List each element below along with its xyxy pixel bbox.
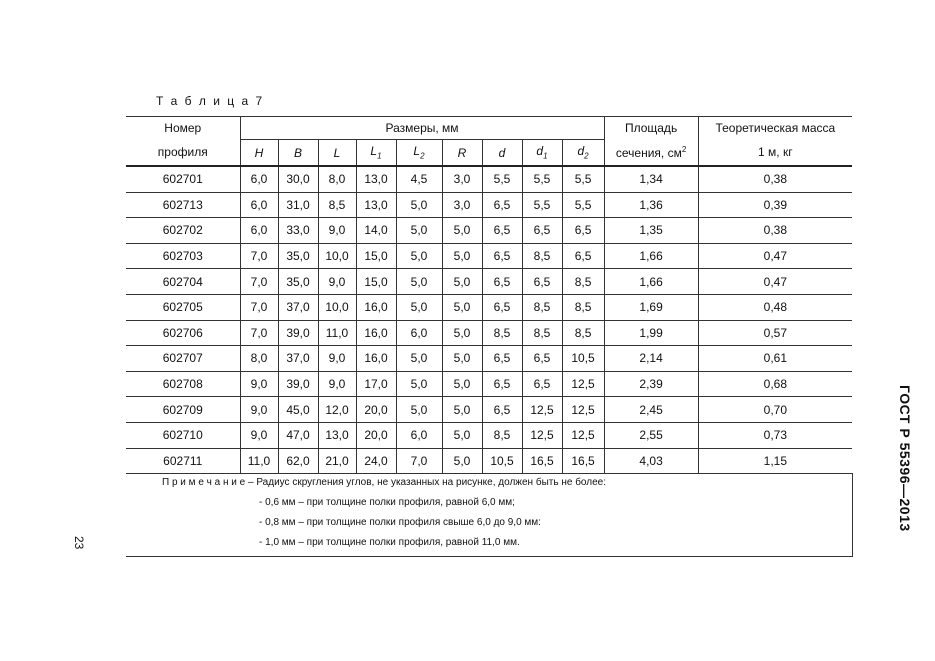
table-cell: 8,5 (522, 243, 562, 269)
table-cell: 6,5 (482, 269, 522, 295)
table-cell: 1,66 (604, 243, 698, 269)
table-cell: 9,0 (240, 371, 278, 397)
table-cell: 5,0 (442, 320, 482, 346)
profile-number-cell: 602713 (126, 192, 240, 218)
table-cell: 10,5 (482, 448, 522, 474)
table-cell: 7,0 (240, 294, 278, 320)
table-cell: 1,34 (604, 166, 698, 192)
col-header-dim (522, 140, 562, 167)
table-cell: 5,5 (482, 166, 522, 192)
table-cell: 5,0 (396, 269, 442, 295)
table-cell: 6,5 (482, 371, 522, 397)
table-cell: 5,0 (442, 371, 482, 397)
table-cell: 16,5 (522, 448, 562, 474)
table-cell: 0,39 (698, 192, 852, 218)
table-cell: 17,0 (356, 371, 396, 397)
table-cell: 20,0 (356, 422, 396, 448)
table-cell: 0,47 (698, 243, 852, 269)
table-cell: 39,0 (278, 371, 318, 397)
table-cell: 6,5 (482, 397, 522, 423)
table-cell: 45,0 (278, 397, 318, 423)
table-cell: 2,14 (604, 346, 698, 372)
table-cell: 5,5 (562, 166, 604, 192)
table-cell: 3,0 (442, 166, 482, 192)
table-cell: 2,39 (604, 371, 698, 397)
table-row (126, 346, 852, 372)
note-item: - 0,8 мм – при толщине полки профиля свыше 6,0 до 9,0 мм: (259, 517, 541, 529)
table-cell: 7,0 (240, 243, 278, 269)
table-cell: 15,0 (356, 269, 396, 295)
note-item: - 1,0 мм – при толщине полки профиля, равной 11,0 мм. (259, 537, 520, 549)
table-cell: 6,5 (562, 218, 604, 244)
table-cell: 6,5 (522, 218, 562, 244)
profile-number-cell: 602710 (126, 422, 240, 448)
table-cell: 6,5 (522, 269, 562, 295)
table-cell: 8,5 (482, 320, 522, 346)
table-row (126, 269, 852, 295)
table-cell: 0,57 (698, 320, 852, 346)
table-cell: 62,0 (278, 448, 318, 474)
table-cell: 0,73 (698, 422, 852, 448)
dim-symbol: L (413, 144, 421, 159)
table-cell: 6,0 (396, 422, 442, 448)
table-cell: 14,0 (356, 218, 396, 244)
profile-number-cell: 602702 (126, 218, 240, 244)
col-header-dim (562, 140, 604, 167)
table-cell: 39,0 (278, 320, 318, 346)
profile-number-cell: 602705 (126, 294, 240, 320)
table-cell: 0,70 (698, 397, 852, 423)
dim-symbol: L (370, 144, 378, 159)
table-cell: 1,36 (604, 192, 698, 218)
dim-subscript: 2 (584, 151, 589, 161)
table-cell: 1,69 (604, 294, 698, 320)
dim-symbol: R (457, 145, 467, 160)
dim-symbol: d (577, 144, 585, 159)
table-cell: 2,45 (604, 397, 698, 423)
table-cell: 6,5 (522, 346, 562, 372)
table-cell: 6,5 (482, 243, 522, 269)
table-cell: 20,0 (356, 397, 396, 423)
table-cell: 5,0 (396, 218, 442, 244)
col-header-dim (482, 140, 522, 167)
table-row (126, 397, 852, 423)
dim-subscript: 2 (420, 151, 425, 161)
table-cell: 8,5 (318, 192, 356, 218)
table-cell: 35,0 (278, 243, 318, 269)
col-header-dim (318, 140, 356, 167)
profile-number-cell: 602707 (126, 346, 240, 372)
table-cell: 12,5 (522, 422, 562, 448)
table-cell: 21,0 (318, 448, 356, 474)
table-cell: 7,0 (396, 448, 442, 474)
table-cell: 5,0 (396, 294, 442, 320)
note-item: - 0,6 мм – при толщине полки профиля, равной 6,0 мм; (259, 497, 515, 509)
table-cell: 6,0 (396, 320, 442, 346)
table-cell: 6,5 (562, 243, 604, 269)
table-row (126, 320, 852, 346)
table-cell: 8,5 (562, 320, 604, 346)
table-cell: 16,0 (356, 346, 396, 372)
col-header-profile-bottom: профиля (126, 140, 240, 167)
table-cell: 11,0 (240, 448, 278, 474)
table-cell: 47,0 (278, 422, 318, 448)
table-cell: 8,5 (562, 269, 604, 295)
table-cell: 6,5 (482, 192, 522, 218)
table-cell: 37,0 (278, 346, 318, 372)
col-header-mass-top: Теоретическая масса (698, 117, 852, 140)
standard-designation: ГОСТ Р 55396—2013 (897, 385, 913, 532)
table-cell: 6,0 (240, 218, 278, 244)
table-cell: 37,0 (278, 294, 318, 320)
table-cell: 24,0 (356, 448, 396, 474)
table-cell: 8,0 (240, 346, 278, 372)
table-cell: 31,0 (278, 192, 318, 218)
col-header-dim (442, 140, 482, 167)
table-cell: 5,0 (396, 397, 442, 423)
table-cell: 1,35 (604, 218, 698, 244)
table-cell: 5,0 (442, 346, 482, 372)
table-cell: 5,0 (442, 243, 482, 269)
table-cell: 16,5 (562, 448, 604, 474)
table-cell: 8,5 (522, 320, 562, 346)
table-cell: 0,68 (698, 371, 852, 397)
table-cell: 1,66 (604, 269, 698, 295)
table-cell: 12,5 (562, 371, 604, 397)
col-header-dim (240, 140, 278, 167)
table-cell: 12,5 (562, 397, 604, 423)
table-caption: Т а б л и ц а 7 (156, 94, 265, 108)
table-row (126, 422, 852, 448)
table-cell: 6,5 (482, 218, 522, 244)
table-cell: 4,5 (396, 166, 442, 192)
table-cell: 9,0 (240, 397, 278, 423)
profile-number-cell: 602709 (126, 397, 240, 423)
col-header-area-bottom (604, 140, 698, 167)
table-cell: 9,0 (318, 269, 356, 295)
table-cell: 5,0 (442, 294, 482, 320)
table-cell: 5,0 (396, 192, 442, 218)
profile-number-cell: 602708 (126, 371, 240, 397)
col-header-dimensions: Размеры, мм (240, 117, 604, 140)
table-cell: 9,0 (240, 422, 278, 448)
table-row (126, 218, 852, 244)
table-cell: 8,0 (318, 166, 356, 192)
col-header-dim (356, 140, 396, 167)
table-cell: 5,0 (442, 218, 482, 244)
table-cell: 0,47 (698, 269, 852, 295)
table-cell: 10,0 (318, 243, 356, 269)
table-cell: 5,5 (522, 166, 562, 192)
table-cell: 13,0 (318, 422, 356, 448)
table-cell: 5,0 (442, 422, 482, 448)
table-cell: 1,99 (604, 320, 698, 346)
table-row (126, 448, 852, 474)
table-cell: 5,5 (522, 192, 562, 218)
table-cell: 16,0 (356, 294, 396, 320)
col-header-area-top: Площадь (604, 117, 698, 140)
table-cell: 6,0 (240, 192, 278, 218)
col-header-profile-top: Номер (126, 117, 240, 140)
table-cell: 0,38 (698, 166, 852, 192)
dim-symbol: H (254, 145, 264, 160)
note-title: П р и м е ч а н и е – Радиус скругления углов, не указанных на рисунке, должен быть не более: (162, 477, 606, 489)
table-cell: 12,5 (562, 422, 604, 448)
table-cell: 30,0 (278, 166, 318, 192)
table-cell: 8,5 (562, 294, 604, 320)
table-cell: 5,0 (396, 371, 442, 397)
table-cell: 0,48 (698, 294, 852, 320)
table-cell: 5,0 (442, 448, 482, 474)
table-cell: 1,15 (698, 448, 852, 474)
table-cell: 11,0 (318, 320, 356, 346)
table-cell: 10,5 (562, 346, 604, 372)
dim-symbol: d (536, 144, 544, 159)
table-cell: 0,61 (698, 346, 852, 372)
table-cell: 8,5 (482, 422, 522, 448)
table-cell: 13,0 (356, 192, 396, 218)
table-cell: 6,5 (482, 294, 522, 320)
col-header-mass-bottom: 1 м, кг (698, 140, 852, 167)
table-row (126, 371, 852, 397)
col-header-dim (278, 140, 318, 167)
table-cell: 9,0 (318, 371, 356, 397)
table-cell: 6,5 (522, 371, 562, 397)
table-cell: 6,0 (240, 166, 278, 192)
area-unit-sup: 2 (681, 144, 687, 154)
table-cell: 15,0 (356, 243, 396, 269)
table-cell: 6,5 (482, 346, 522, 372)
profile-number-cell: 602703 (126, 243, 240, 269)
dim-subscript: 1 (377, 151, 382, 161)
table-cell: 4,03 (604, 448, 698, 474)
profile-number-cell: 602711 (126, 448, 240, 474)
table-cell: 2,55 (604, 422, 698, 448)
dim-symbol: d (498, 145, 506, 160)
table-cell: 8,5 (522, 294, 562, 320)
dim-subscript: 1 (543, 151, 548, 161)
table-cell: 5,0 (442, 397, 482, 423)
table-row (126, 166, 852, 192)
table-cell: 12,0 (318, 397, 356, 423)
table-cell: 7,0 (240, 269, 278, 295)
table-cell: 3,0 (442, 192, 482, 218)
dim-symbol: B (293, 145, 302, 160)
table-note (126, 474, 852, 557)
table-cell: 33,0 (278, 218, 318, 244)
table-cell: 10,0 (318, 294, 356, 320)
table-cell: 9,0 (318, 218, 356, 244)
table-cell: 5,0 (396, 243, 442, 269)
table-cell: 13,0 (356, 166, 396, 192)
table-cell: 5,0 (396, 346, 442, 372)
table-row (126, 294, 852, 320)
profile-number-cell: 602701 (126, 166, 240, 192)
dim-symbol: L (333, 145, 341, 160)
profile-number-cell: 602706 (126, 320, 240, 346)
table-cell: 35,0 (278, 269, 318, 295)
page-number: 23 (72, 536, 86, 550)
profile-table (126, 116, 853, 557)
profile-number-cell: 602704 (126, 269, 240, 295)
table-cell: 5,0 (442, 269, 482, 295)
table-cell: 16,0 (356, 320, 396, 346)
table-row (126, 192, 852, 218)
table-cell: 12,5 (522, 397, 562, 423)
table-row (126, 243, 852, 269)
table-cell: 7,0 (240, 320, 278, 346)
table-cell: 5,5 (562, 192, 604, 218)
area-unit-label: сечения, см (615, 145, 682, 160)
table-cell: 9,0 (318, 346, 356, 372)
table-cell: 0,38 (698, 218, 852, 244)
col-header-dim (396, 140, 442, 167)
